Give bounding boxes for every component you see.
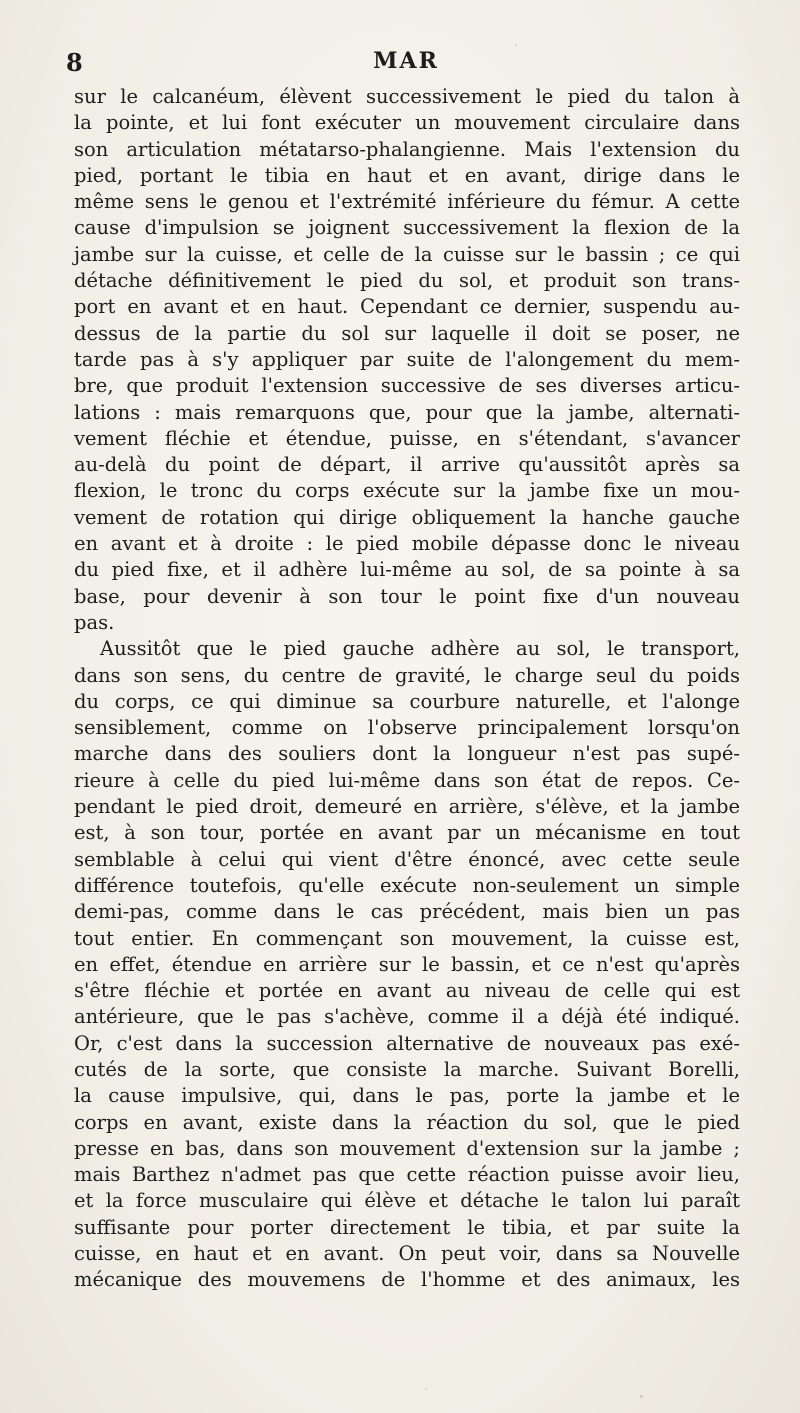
text-line: cuisse, en haut et en avant. On peut voir, dans sa Nouvelle — [74, 1242, 740, 1266]
running-title: MAR — [373, 48, 439, 74]
text-line: lations : mais remarquons que, pour que la jambe, alternati- — [74, 400, 740, 424]
text-line: vement fléchie et étendue, puisse, en s'étendant, s'avancer — [74, 426, 740, 450]
text-line: son articulation métatarso-phalangienne. Mais l'extension du — [74, 137, 740, 161]
text-line: jambe sur la cuisse, et celle de la cuisse sur le bassin ; ce qui — [74, 242, 740, 266]
text-line: pendant le pied droit, demeuré en arrière, s'élève, et la jambe — [74, 795, 740, 819]
text-line: tout entier. En commençant son mouvement, la cuisse est, — [74, 926, 740, 950]
text-line: pied, portant le tibia en haut et en avant, dirige dans le — [74, 163, 740, 187]
text-line: marche dans des souliers dont la longueur n'est pas supé- — [74, 742, 740, 766]
paper-speck — [515, 44, 517, 46]
text-line: bre, que produit l'extension successive de ses diverses articu- — [74, 374, 740, 398]
text-line: mais Barthez n'admet pas que cette réaction puisse avoir lieu, — [74, 1163, 740, 1187]
text-line: du corps, ce qui diminue sa courbure naturelle, et l'alonge — [74, 689, 740, 713]
text-line: demi-pas, comme dans le cas précédent, mais bien un pas — [74, 900, 740, 924]
text-line: dans son sens, du centre de gravité, le charge seul du poids — [74, 663, 740, 687]
text-line: cause d'impulsion se joignent successivement la flexion de la — [74, 216, 740, 240]
text-line: antérieure, que le pas s'achève, comme il a déjà été indiqué. — [74, 1005, 740, 1029]
text-line: corps en avant, existe dans la réaction du sol, que le pied — [74, 1110, 740, 1134]
text-line: sur le calcanéum, élèvent successivement le pied du talon à — [74, 85, 740, 108]
text-line: mécanique des mouvemens de l'homme et des animaux, les — [74, 1268, 740, 1292]
text-line: Aussitôt que le pied gauche adhère au sol, le transport, — [100, 637, 740, 661]
text-line: suffisante pour porter directement le tibia, et par suite la — [74, 1215, 740, 1239]
text-line: flexion, le tronc du corps exécute sur la jambe fixe un mou- — [74, 479, 740, 503]
text-line: presse en bas, dans son mouvement d'extension sur la jambe ; — [74, 1136, 740, 1160]
paper-speck — [425, 1388, 427, 1390]
paragraph-2 — [74, 636, 740, 1293]
text-line: détache définitivement le pied du sol, et produit son trans- — [74, 269, 740, 293]
text-line: au-delà du point de départ, il arrive qu'aussitôt après sa — [74, 453, 740, 477]
text-line: sensiblement, comme on l'observe principalement lorsqu'on — [74, 716, 740, 740]
text-line: vement de rotation qui dirige obliquement la hanche gauche — [74, 505, 740, 529]
text-line: la cause impulsive, qui, dans le pas, porte la jambe et le — [74, 1084, 740, 1108]
paragraph-1 — [74, 84, 740, 636]
text-line: semblable à celui qui vient d'être énoncé, avec cette seule — [74, 847, 740, 871]
text-line: base, pour devenir à son tour le point fixe d'un nouveau — [74, 584, 740, 608]
text-line: en effet, étendue en arrière sur le bassin, et ce n'est qu'après — [74, 952, 740, 976]
text-line: tarde pas à s'y appliquer par suite de l'alongement du mem- — [74, 347, 740, 371]
paper-speck — [640, 1395, 643, 1398]
text-line: s'être fléchie et portée en avant au niveau de celle qui est — [74, 979, 740, 1003]
text-line: du pied fixe, et il adhère lui-même au sol, de sa pointe à sa — [74, 558, 740, 582]
text-line: en avant et à droite : le pied mobile dépasse donc le niveau — [74, 532, 740, 556]
text-line: même sens le genou et l'extrémité inférieure du fémur. A cette — [74, 190, 740, 214]
body-text — [74, 84, 740, 1294]
text-line: est, à son tour, portée en avant par un mécanisme en tout — [74, 821, 740, 845]
text-line: cutés de la sorte, que consiste la marche. Suivant Borelli, — [74, 1057, 740, 1081]
text-line: dessus de la partie du sol sur laquelle il doit se poser, ne — [74, 321, 740, 345]
page-number: 8 — [66, 48, 84, 77]
text-line: Or, c'est dans la succession alternative de nouveaux pas exé- — [74, 1031, 740, 1055]
running-head — [66, 48, 746, 78]
text-line: et la force musculaire qui élève et détache le talon lui paraît — [74, 1189, 740, 1213]
text-line: port en avant et en haut. Cependant ce dernier, suspendu au- — [74, 295, 740, 319]
text-line: la pointe, et lui font exécuter un mouvement circulaire dans — [74, 111, 740, 135]
text-line: rieure à celle du pied lui-même dans son état de repos. Ce- — [74, 768, 740, 792]
text-line: différence toutefois, qu'elle exécute non-seulement un simple — [74, 873, 740, 897]
text-line: pas. — [74, 610, 115, 634]
